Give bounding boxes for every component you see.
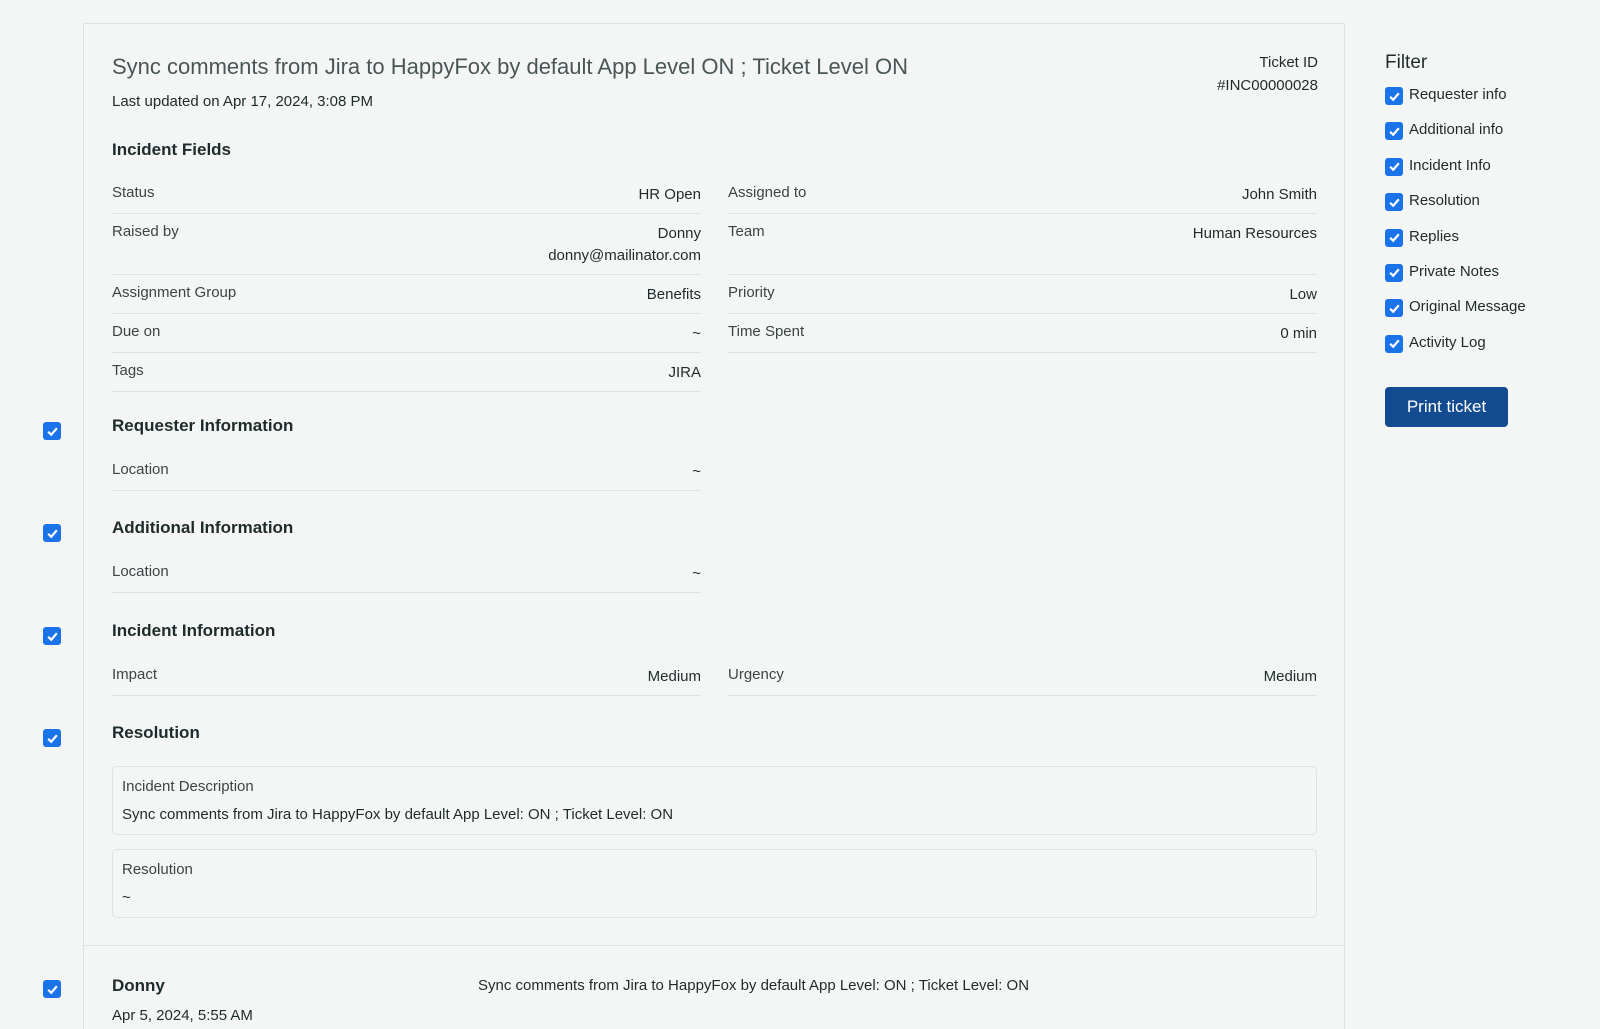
filter-checkbox[interactable] bbox=[1385, 264, 1403, 282]
check-icon bbox=[1388, 231, 1401, 244]
additional-location bbox=[112, 554, 701, 593]
filter-item-requester[interactable] bbox=[1385, 86, 1585, 121]
check-icon bbox=[46, 425, 59, 438]
resolution-section-checkbox[interactable] bbox=[43, 729, 61, 747]
raised-by-email: donny@mailinator.com bbox=[548, 247, 701, 264]
field-value: HR Open bbox=[638, 186, 701, 203]
field-due-on bbox=[112, 314, 701, 353]
additional-heading: Additional Information bbox=[112, 518, 294, 537]
field-label: Assignment Group bbox=[112, 284, 237, 301]
filter-item-private-notes[interactable] bbox=[1385, 263, 1585, 298]
filter-label: Activity Log bbox=[1409, 333, 1486, 351]
filter-checkbox[interactable] bbox=[1385, 122, 1403, 140]
reply-date: Apr 5, 2024, 5:55 AM bbox=[112, 1007, 253, 1024]
incident-info-heading: Incident Information bbox=[112, 621, 276, 640]
field-value bbox=[548, 223, 701, 267]
filter-checkbox[interactable] bbox=[1385, 87, 1403, 105]
filter-item-replies[interactable] bbox=[1385, 228, 1585, 263]
field-label: Assigned to bbox=[728, 184, 807, 201]
field-urgency bbox=[728, 657, 1317, 696]
ticket-card bbox=[83, 23, 1345, 1029]
field-label: Location bbox=[112, 563, 169, 580]
filter-item-additional[interactable] bbox=[1385, 121, 1585, 156]
check-icon bbox=[1388, 196, 1401, 209]
field-label: Raised by bbox=[112, 223, 179, 240]
field-value: Medium bbox=[1263, 668, 1317, 685]
requester-location bbox=[112, 452, 701, 491]
filter-checkbox[interactable] bbox=[1385, 229, 1403, 247]
filter-checkbox[interactable] bbox=[1385, 193, 1403, 211]
ticket-title: Sync comments from Jira to HappyFox by default App Level ON ; Ticket Level ON bbox=[112, 54, 908, 79]
ticket-id-label: Ticket ID bbox=[1259, 54, 1318, 71]
resolution-box bbox=[112, 849, 1317, 918]
check-icon bbox=[46, 732, 59, 745]
box-value: ~ bbox=[122, 889, 131, 906]
filter-label: Resolution bbox=[1409, 192, 1480, 210]
check-icon bbox=[46, 630, 59, 643]
check-icon bbox=[1388, 90, 1401, 103]
additional-section-checkbox[interactable] bbox=[43, 524, 61, 542]
field-value: JIRA bbox=[668, 364, 701, 381]
field-label: Priority bbox=[728, 284, 775, 301]
last-updated: Last updated on Apr 17, 2024, 3:08 PM bbox=[112, 93, 374, 110]
filter-panel bbox=[1385, 52, 1585, 369]
filter-label: Incident Info bbox=[1409, 156, 1491, 174]
field-label: Team bbox=[728, 223, 765, 240]
field-value: Medium bbox=[647, 668, 701, 685]
field-status bbox=[112, 175, 701, 214]
field-raised-by bbox=[112, 214, 701, 275]
field-label: Location bbox=[112, 461, 169, 478]
filter-item-activity-log[interactable] bbox=[1385, 334, 1585, 369]
field-label: Due on bbox=[112, 323, 161, 340]
field-assigned-to bbox=[728, 175, 1317, 214]
requester-heading: Requester Information bbox=[112, 416, 294, 435]
divider bbox=[84, 945, 1344, 946]
check-icon bbox=[1388, 302, 1401, 315]
field-value: 0 min bbox=[1280, 325, 1317, 342]
check-icon bbox=[46, 527, 59, 540]
filter-label: Replies bbox=[1409, 227, 1460, 245]
field-label: Tags bbox=[112, 362, 144, 379]
ticket-id-value: #INC00000028 bbox=[1217, 77, 1318, 94]
resolution-heading: Resolution bbox=[112, 723, 200, 742]
filter-label: Requester info bbox=[1409, 86, 1507, 103]
check-icon bbox=[1388, 125, 1401, 138]
requester-section-checkbox[interactable] bbox=[43, 422, 61, 440]
field-value: John Smith bbox=[1241, 186, 1317, 203]
filter-item-incident[interactable] bbox=[1385, 157, 1585, 192]
filter-checkbox[interactable] bbox=[1385, 158, 1403, 176]
incident-fields-heading: Incident Fields bbox=[112, 140, 232, 159]
filter-label: Original Message bbox=[1409, 298, 1526, 316]
field-tags bbox=[112, 353, 701, 392]
field-priority bbox=[728, 275, 1317, 314]
field-time-spent bbox=[728, 314, 1317, 353]
field-team bbox=[728, 214, 1317, 275]
raised-by-name: Donny bbox=[657, 225, 701, 242]
field-impact bbox=[112, 657, 701, 696]
box-value: Sync comments from Jira to HappyFox by default App Level: ON ; Ticket Level: ON bbox=[122, 806, 674, 823]
reply-author: Donny bbox=[112, 976, 165, 995]
print-ticket-button[interactable]: Print ticket bbox=[1385, 387, 1508, 427]
check-icon bbox=[46, 983, 59, 996]
field-assignment-group bbox=[112, 275, 701, 314]
filter-item-resolution[interactable] bbox=[1385, 192, 1585, 227]
filter-label: Private Notes bbox=[1409, 262, 1500, 280]
filter-title: Filter bbox=[1385, 52, 1428, 73]
filter-checkbox[interactable] bbox=[1385, 335, 1403, 353]
incident-section-checkbox[interactable] bbox=[43, 627, 61, 645]
field-label: Time Spent bbox=[728, 323, 805, 340]
check-icon bbox=[1388, 266, 1401, 279]
filter-label: Additional info bbox=[1409, 121, 1504, 139]
box-label: Resolution bbox=[122, 861, 193, 878]
filter-checkbox[interactable] bbox=[1385, 299, 1403, 317]
field-value: ~ bbox=[692, 463, 701, 480]
field-value: Benefits bbox=[646, 286, 701, 303]
reply-checkbox[interactable] bbox=[43, 980, 61, 998]
field-value: ~ bbox=[692, 565, 701, 582]
field-label: Status bbox=[112, 184, 155, 201]
field-label: Urgency bbox=[728, 666, 784, 683]
check-icon bbox=[1388, 160, 1401, 173]
field-value: ~ bbox=[692, 325, 701, 342]
field-value: Human Resources bbox=[1192, 225, 1317, 242]
incident-description-box bbox=[112, 766, 1317, 835]
check-icon bbox=[1388, 337, 1401, 350]
reply-message: Sync comments from Jira to HappyFox by default App Level: ON ; Ticket Level: ON bbox=[478, 977, 1030, 994]
field-label: Impact bbox=[112, 666, 158, 683]
field-value: Low bbox=[1289, 286, 1317, 303]
filter-item-original-message[interactable] bbox=[1385, 298, 1585, 333]
box-label: Incident Description bbox=[122, 778, 254, 795]
